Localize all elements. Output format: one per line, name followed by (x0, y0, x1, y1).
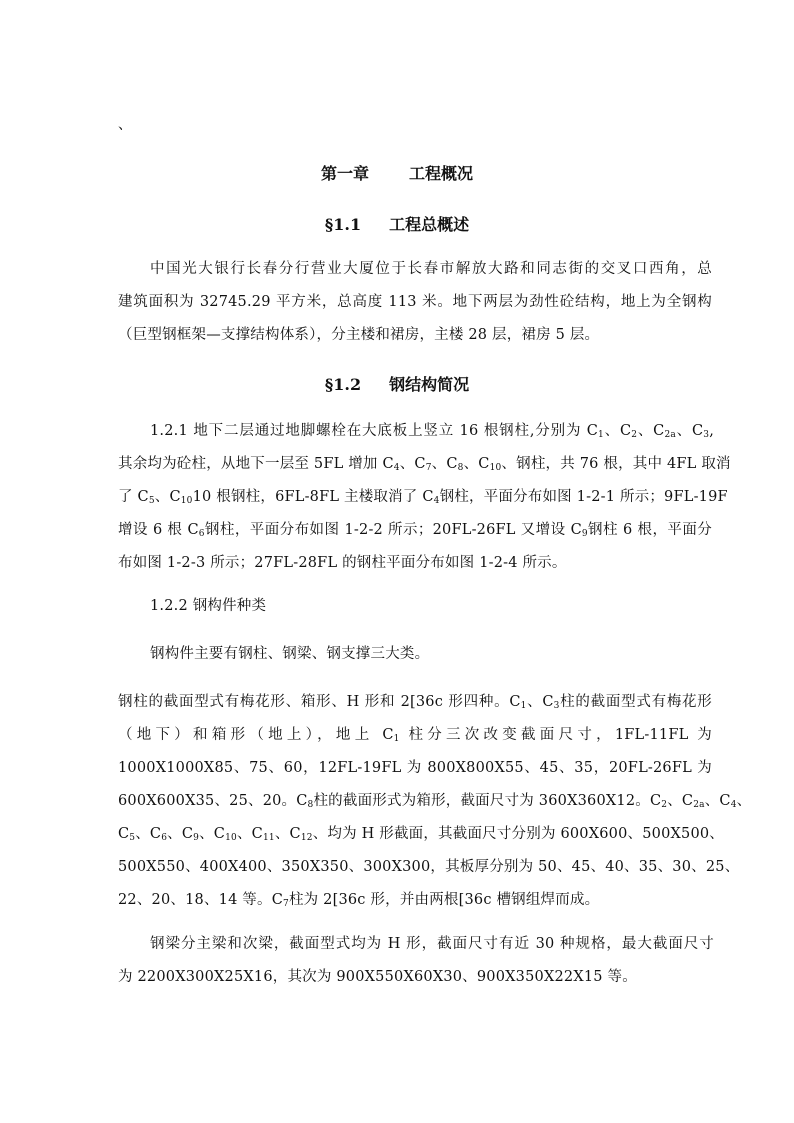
columns-paragraph (118, 686, 752, 917)
columns-line-3: 1000X1000X85、75、60，12FL-19FL 为 800X800X55、45、35，20FL-26FL 为 (118, 760, 712, 776)
section-title: 工程总概述 (389, 215, 470, 234)
beams-line-1: 钢梁分主梁和次梁，截面型式均为 H 形，截面尺寸有近 30 种规格，最大截面尺寸 (150, 936, 714, 952)
p121-line-2: 其余均为砼柱，从地下一层至 5FL 增加 $C_4$、$C_7$、$C_8$、$C_{10}$、钢柱，共 76 根，其中 4FL 取消 (118, 456, 731, 473)
columns-line-4: 600X600X35、25、20。$C_8$柱的截面形式为箱形，截面尺寸为 360X360X12。$C_2$、$C_{2a}$、$C_4$、 (118, 793, 752, 810)
chapter-heading (0, 161, 794, 184)
types-paragraph (150, 638, 744, 671)
chapter-title: 工程概况 (409, 164, 474, 183)
overview-paragraph-cont (118, 286, 712, 352)
columns-line-6: 500X550、400X400、350X350、300X300，其板厚分别为 50、45、40、35、30、25、 (118, 859, 740, 875)
overview-paragraph (150, 253, 712, 286)
beams-paragraph-cont (118, 961, 712, 994)
overview-line-1: 中国光大银行长春分行营业大厦位于长春市解放大路和同志街的交叉口西角，总 (150, 261, 712, 277)
subsection-1-2-2-title: 1.2.2 钢构件种类 (150, 598, 267, 614)
section-heading-1-1 (0, 212, 794, 235)
columns-line-2: （地下）和箱形（地上），地上 $C_1$ 柱分三次改变截面尺寸，1FL-11FL 为 (118, 727, 712, 744)
beams-line-2: 为 2200X300X25X16，其次为 900X550X60X30、900X350X22X15 等。 (118, 969, 637, 985)
paragraph-1-2-1-first (150, 415, 714, 448)
section-title: 钢结构简况 (389, 375, 470, 394)
columns-line-7: 22、20、18、14 等。$C_7$柱为 2[36c 形，并由两根[36c 槽钢组焊而成。 (118, 892, 600, 909)
p121-line-4: 增设 6 根 $C_6$钢柱，平面分布如图 1-2-2 所示；20FL-26FL 又增设 $C_9$钢柱 6 根，平面分 (118, 522, 712, 539)
paragraph-1-2-1 (118, 448, 731, 580)
section-number: §1.1 (324, 215, 362, 234)
section-heading-1-2 (0, 372, 794, 395)
punctuation-mark: 、 (118, 117, 132, 133)
p121-line-3: 了 $C_5$、$C_{10}10$ 根钢柱，6FL-8FL 主楼取消了 $C_4$钢柱，平面分布如图 1-2-1 所示；9FL-19F (118, 489, 728, 506)
chapter-label: 第一章 (320, 164, 369, 183)
types-line: 钢构件主要有钢柱、钢梁、钢支撑三大类。 (150, 646, 430, 662)
p121-line-1: 1.2.1 地下二层通过地脚螺栓在大底板上竖立 16 根钢柱,分别为 $C_1$、$C_2$、$C_{2a}$、$C_3$, (150, 423, 715, 440)
section-number: §1.2 (324, 375, 362, 394)
overview-line-3: （巨型钢框架—支撑结构体系），分主楼和裙房，主楼 28 层，裙房 5 层。 (118, 327, 600, 343)
subsection-1-2-2 (150, 590, 744, 623)
columns-line-1: 钢柱的截面型式有梅花形、箱形、H 形和 2[36c 形四种。$C_1$、$C_3$柱的截面型式有梅花形 (118, 694, 712, 711)
overview-line-2: 建筑面积为 32745.29 平方米，总高度 113 米。地下两层为劲性砼结构，地上为全钢构 (118, 294, 712, 310)
p121-line-5: 布如图 1-2-3 所示；27FL-28FL 的钢柱平面分布如图 1-2-4 所示。 (118, 555, 567, 571)
beams-paragraph (150, 928, 714, 961)
columns-line-5: $C_5$、$C_6$、$C_9$、$C_{10}$、$C_{11}$、$C_{12}$、均为 H 形截面，其截面尺寸分别为 600X600、500X500、 (118, 826, 725, 843)
